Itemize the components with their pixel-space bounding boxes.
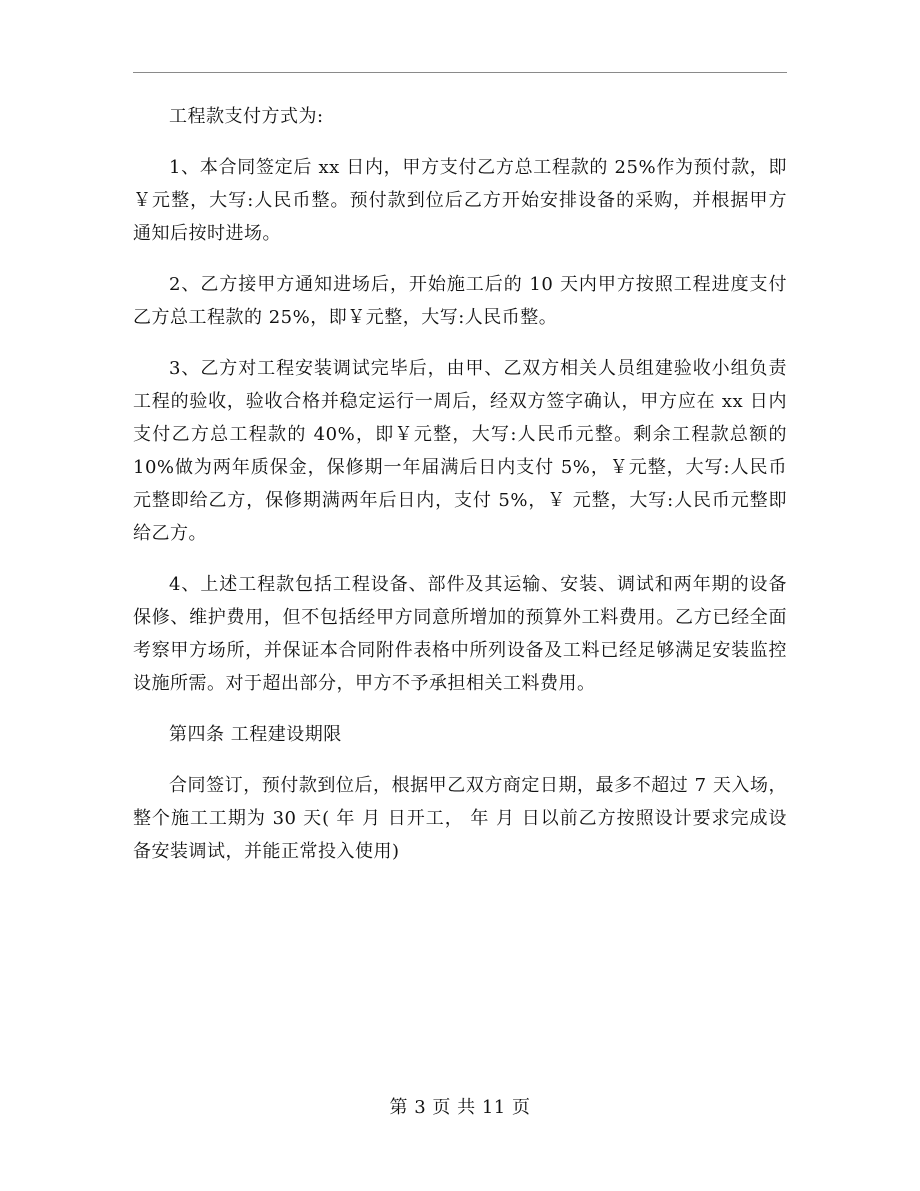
- payment-item-2: 2、乙方接甲方通知进场后，开始施工后的 10 天内甲方按照工程进度支付乙方总工程款的 25%，即￥元整，大写:人民币整。: [133, 274, 787, 328]
- payment-item-4: 4、上述工程款包括工程设备、部件及其运输、安装、调试和两年期的设备保修、维护费用，但不包括经甲方同意所增加的预算外工料费用。乙方已经全面考察甲方场所，并保证本合同附件表格中所列设备及工料已经足够满足安装监控设施所需。对于超出部分，甲方不予承担相关工料费用。: [133, 574, 787, 694]
- payment-intro: 工程款支付方式为:: [169, 106, 324, 127]
- payment-item-1: 1、本合同签定后 xx 日内，甲方支付乙方总工程款的 25%作为预付款，即￥元整，大写:人民币整。预付款到位后乙方开始安排设备的采购，并根据甲方通知后按时进场。: [133, 157, 787, 244]
- document-body: [133, 100, 787, 886]
- article-4-heading: 第四条 工程建设期限: [169, 724, 342, 745]
- header-rule: [133, 72, 787, 73]
- page-number: 第 3 页 共 11 页: [389, 1097, 531, 1118]
- payment-item-3: 3、乙方对工程安装调试完毕后，由甲、乙双方相关人员组建验收小组负责工程的验收，验收合格并稳定运行一周后，经双方签字确认，甲方应在 xx 日内支付乙方总工程款的 40%，即￥元整，大写:人民币元整。剩余工程款总额的 10%做为两年质保金，保修期一年届满后日内支付 5%，￥元整，大写:人民币元整即给乙方，保修期满两年后日内，支付 5%，￥ 元整，大写:人民币元整即给乙方。: [133, 358, 787, 544]
- article-4-text: 合同签订，预付款到位后，根据甲乙双方商定日期，最多不超过 7 天入场，整个施工工期为 30 天( 年 月 日开工， 年 月 日以前乙方按照设计要求完成设备安装调试，并能正常投入使用): [133, 775, 787, 862]
